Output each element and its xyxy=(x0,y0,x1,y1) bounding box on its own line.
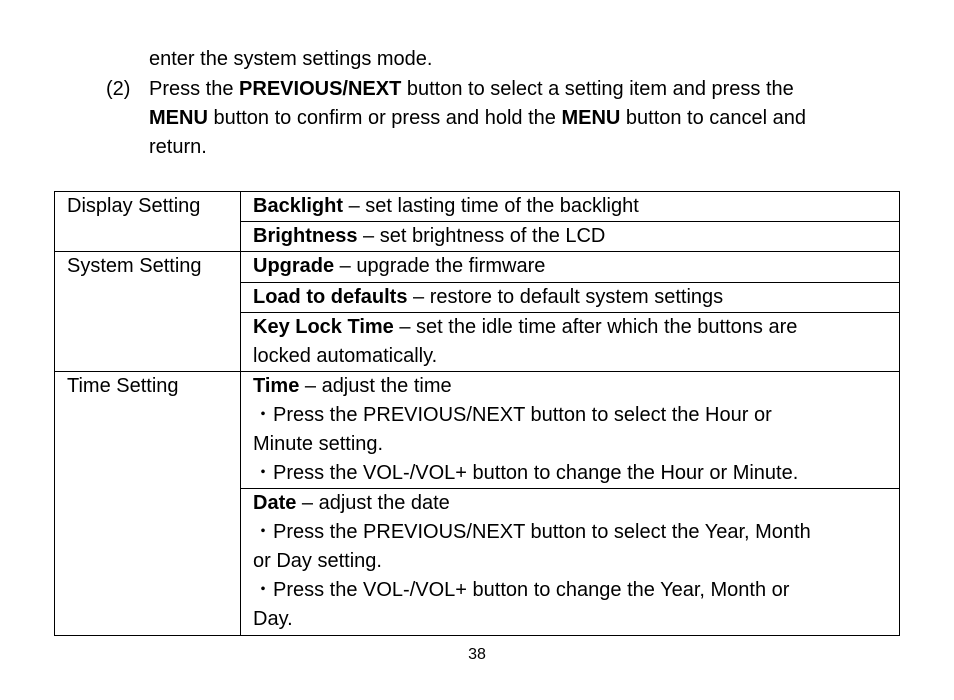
upgrade-term: Upgrade xyxy=(253,255,335,277)
time-bullet-1a: ・Press the PREVIOUS/NEXT button to select the Hour or xyxy=(253,404,772,426)
date-bullet-1a: ・Press the PREVIOUS/NEXT button to select the Year, Month xyxy=(253,521,811,543)
date-heading xyxy=(253,489,887,518)
entry-brightness xyxy=(241,222,900,252)
table-row xyxy=(55,252,900,283)
intro-line-2-a: Press the xyxy=(149,78,240,100)
settings-table xyxy=(54,191,900,636)
date-desc: – adjust the date xyxy=(296,492,450,514)
key-lock-term: Key Lock Time xyxy=(253,316,394,338)
category-time: Time Setting xyxy=(55,372,241,636)
date-bullet-2b: Day. xyxy=(253,608,293,630)
entry-time xyxy=(241,372,900,489)
intro-line-2-c: button to select a setting item and press the xyxy=(401,78,794,100)
step-number: (2) xyxy=(106,78,131,100)
brightness-term: Brightness xyxy=(253,225,358,247)
entry-upgrade xyxy=(241,252,900,283)
load-defaults-desc: – restore to default system settings xyxy=(407,286,724,308)
category-display: Display Setting xyxy=(55,192,241,252)
category-system: System Setting xyxy=(55,252,241,372)
table-row xyxy=(55,192,900,222)
menu-term-2: MENU xyxy=(561,107,621,129)
upgrade-desc: – upgrade the firmware xyxy=(334,255,546,277)
entry-backlight xyxy=(241,192,900,222)
entry-date xyxy=(241,489,900,636)
previous-next-term: PREVIOUS/NEXT xyxy=(239,78,402,100)
menu-term-1: MENU xyxy=(149,107,208,129)
intro-line-3-b: button to confirm or press and hold the xyxy=(207,107,562,129)
intro-line-3 xyxy=(149,104,806,133)
intro-line-1: enter the system settings mode. xyxy=(149,48,433,70)
table-row xyxy=(55,372,900,489)
backlight-term: Backlight xyxy=(253,195,344,217)
date-term: Date xyxy=(253,492,297,514)
time-bullet-1b: Minute setting. xyxy=(253,433,384,455)
key-lock-line-1 xyxy=(253,313,887,342)
time-desc: – adjust the time xyxy=(299,375,452,397)
backlight-desc: – set lasting time of the backlight xyxy=(343,195,639,217)
load-defaults-term: Load to defaults xyxy=(253,286,408,308)
time-heading xyxy=(253,372,887,401)
entry-load-defaults xyxy=(241,283,900,313)
entry-key-lock-time xyxy=(241,313,900,372)
page-number: 38 xyxy=(468,646,486,663)
date-bullet-1b: or Day setting. xyxy=(253,550,382,572)
brightness-desc: – set brightness of the LCD xyxy=(357,225,606,247)
intro-line-3-d: button to cancel and xyxy=(620,107,807,129)
key-lock-desc-2: locked automatically. xyxy=(253,345,438,367)
intro-line-4: return. xyxy=(149,136,207,158)
date-bullet-2a: ・Press the VOL-/VOL+ button to change the Year, Month or xyxy=(253,579,790,601)
time-term: Time xyxy=(253,375,300,397)
intro-line-2 xyxy=(149,75,794,104)
time-bullet-2: ・Press the VOL-/VOL+ button to change the Hour or Minute. xyxy=(253,462,799,484)
key-lock-desc-1: – set the idle time after which the buttons are xyxy=(393,316,798,338)
